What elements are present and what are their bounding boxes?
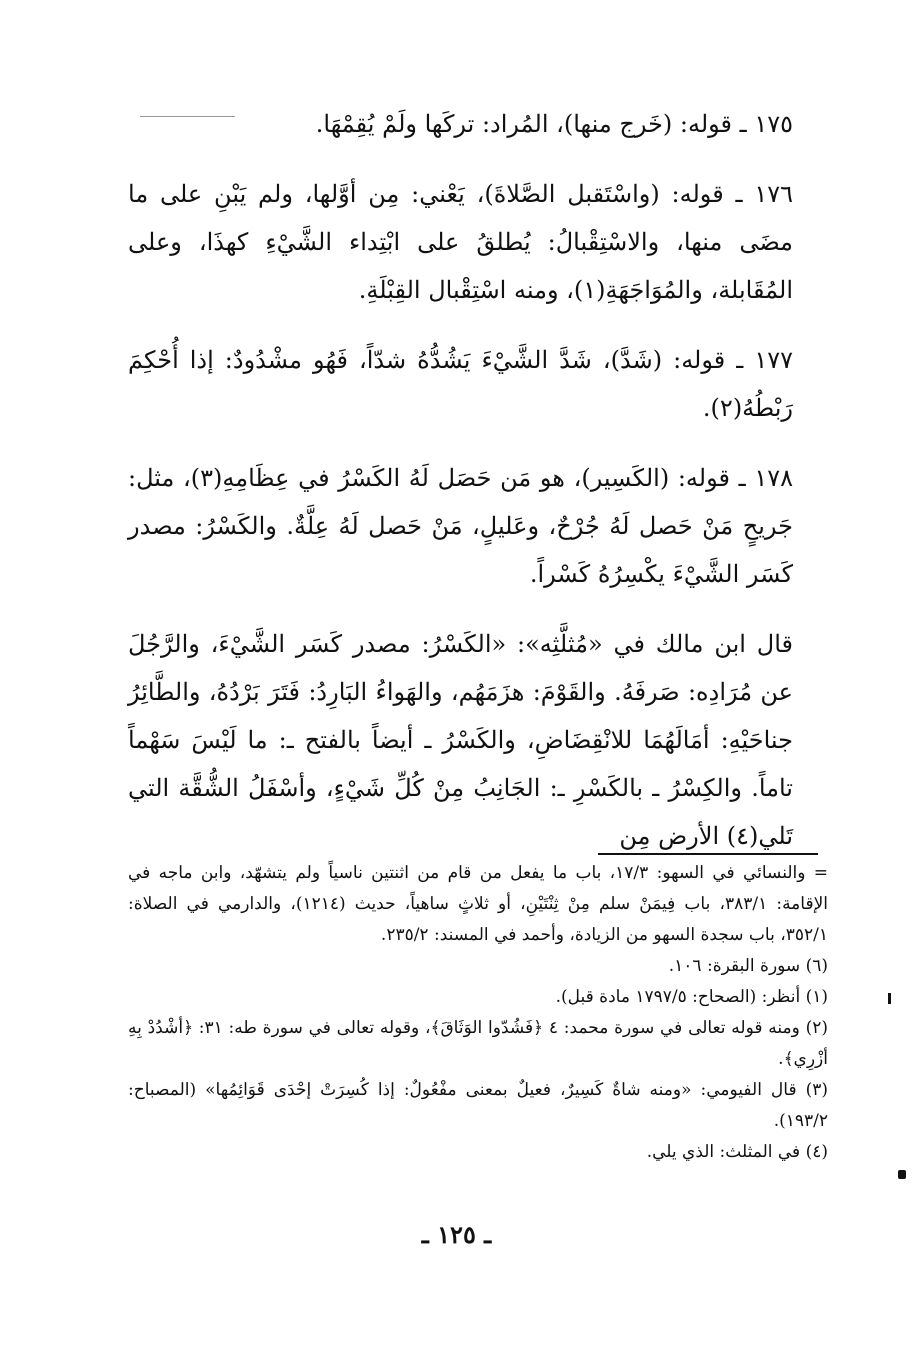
entry-178: ١٧٨ ـ قوله: (الكَسِير)، هو مَن حَصَل لَهُ الكَسْرُ في عِظَامِهِ(٣)، مثل: جَريحٍ مَنْ حَصل لَهُ جُرْحٌ، وعَليلٍ، مَنْ حَصل لَهُ عِلَّةٌ. والكَسْرُ: مصدر كَسَر الشَّيْءَ يكْسِرُهُ كَسْراً.: [128, 464, 793, 588]
footnote-1: (١) أنظر: (الصحاح: ١٧٩٧/٥ مادة قبل).: [555, 987, 828, 1007]
footnote-2: (٢) ومنه قوله تعالى في سورة محمد: ٤ ﴿فَشُدّوا الوَثَاقَ﴾، وقوله تعالى في سورة طه: ٣١: ﴿أشْدُدْ بِهِ أزْرِي﴾.: [128, 1018, 828, 1069]
entry-175: ١٧٥ ـ قوله: (خَرج منها)، المُراد: تركَها ولَمْ يُقِمْهَا.: [315, 110, 793, 138]
ibn-malik-quote: قال ابن مالك في «مُثلَّثِه»: «الكَسْرُ: مصدر كَسَر الشَّيْءَ، والرَّجُلَ عن مُرَادِه: صَرفَهُ. والقَوْمَ: هزَمَهُم، والهَواءُ البَارِدُ: فَتَرَ بَرْدُهُ، والطَّائِرُ جناحَيْهِ: أمَالَهُمَا للانْقِضَاضِ، والكَسْرُ ـ أيضاً بالفتح ـ: ما لَيْسَ سَهْماً تاماً. والكِسْرُ ـ بالكَسْرِ ـ: الجَانِبُ مِنْ كُلِّ شَيْءٍ، وأسْفَلُ الشُّقَّة التي تَلي(٤) الأرض مِن: [128, 630, 793, 850]
footnote-6: (٦) سورة البقرة: ١٠٦.: [668, 956, 828, 976]
page-number: ـ ١٢٥ ـ: [421, 1220, 492, 1249]
footnotes: [128, 858, 828, 1168]
footnote-4: (٤) في المثلث: الذي يلي.: [646, 1142, 828, 1162]
main-text: [128, 100, 793, 860]
footnote-continuation: = والنسائي في السهو: ١٧/٣، باب ما يفعل من قام من اثنتين ناسياً ولم يتشهّد، وابن ماجه في الإقامة: ٣٨٣/١، باب فِيمَنْ سلم مِنْ ثِنْتَيْنِ، أو ثلاثٍ ساهياً، حديث (١٢١٤)، والدارمي في الصلاة: ٣٥٢/١، باب سجدة السهو من الزيادة، وأحمد في المسند: ٢٣٥/٢.: [128, 863, 829, 945]
scan-mark: [888, 993, 891, 1004]
entry-177: ١٧٧ ـ قوله: (شَدَّ)، شَدَّ الشَّيْءَ يَشُدُّهُ شدّاً، فَهُو مشْدُودٌ: إذا أُحْكِمَ رَبْطُهُ(٢).: [128, 346, 793, 422]
footnote-3: (٣) قال الفيومي: «ومنه شاةٌ كَسِيرٌ، فعيلٌ بمعنى مفْعُولٌ: إذا كُسِرَتْ إحْدَى قَوَائِمُها» (المصباح: ١٩٣/٢).: [128, 1080, 828, 1131]
footnote-separator: [598, 853, 818, 855]
entry-176: ١٧٦ ـ قوله: (واسْتَقبل الصَّلاةَ)، يَعْني: مِن أوَّلها، ولم يَبْنِ على ما مضَى منها، والاسْتِقْبالُ: يُطلقُ على ابْتِداء الشَّيْءِ كهذَا، وعلى المُقَابلة، والمُوَاجَهَةِ(١)، ومنه اسْتِقْبال القِبْلَةِ.: [128, 180, 793, 304]
scan-mark: [898, 1170, 906, 1179]
